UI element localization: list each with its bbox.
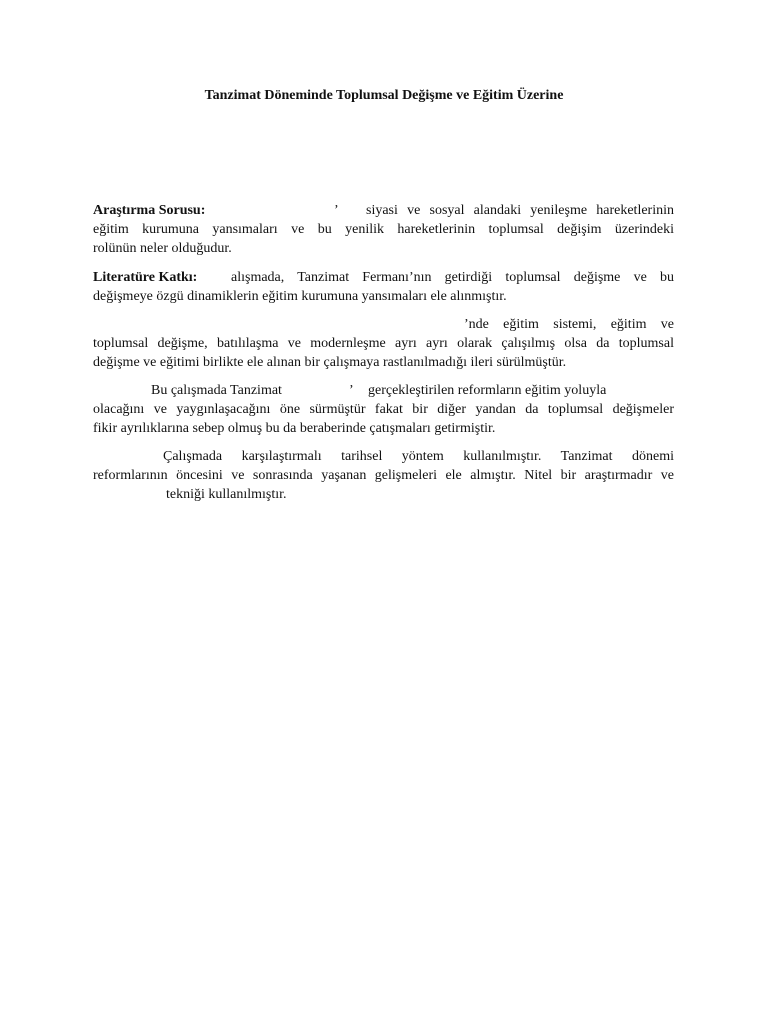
para3-line-1-text: ’nde eğitim sistemi, eğitim ve [464,317,674,332]
literature-line-1 [93,268,674,287]
research-apostrophe: ’ [334,203,339,218]
literature-label: Literatüre Katkı: [93,270,198,285]
para4-line-1-b: gerçekleştirilen reformların eğitim yoluyla [368,383,607,398]
para3-line-3: değişme ve eğitimi birlikte ele alınan bir çalışmaya rastlanılmadığı ileri sürülmüştür. [93,355,567,370]
para3-line-2: toplumsal değişme, batılılaşma ve modernleşme ayrı ayrı olarak çalışılmış olsa da toplumsal [93,336,674,351]
para4-apostrophe: ’ [349,383,354,398]
research-question-line-1 [93,201,674,220]
para4-line-1-a: Bu çalışmada Tanzimat [151,383,282,398]
literature-line-2: değişmeye özgü dinamiklerin eğitim kurumuna yansımaları ele alınmıştır. [93,289,507,304]
literature-line-1-text: alışmada, Tanzimat Fermanı’nın getirdiği toplumsal değişme ve bu [231,270,674,285]
research-question-line-3: rolünün neler olduğudur. [93,241,232,256]
research-line-1-text: siyasi ve sosyal alandaki yenileşme hareketlerinin [366,203,674,218]
para4-line-2: olacağını ve yaygınlaşacağını öne sürmüştür fakat bir diğer yandan da toplumsal değişmeler [93,402,674,417]
para4-line-3: fikir ayrılıklarına sebep olmuş bu da beraberinde çatışmaları getirmiştir. [93,421,496,436]
research-question-line-2: eğitim kurumuna yansımaları ve bu yenilik hareketlerinin toplumsal değişim üzerindeki [93,222,674,237]
research-question-label: Araştırma Sorusu: [93,203,206,218]
para5-line-1-text: Çalışmada karşılaştırmalı tarihsel yöntem kullanılmıştır. Tanzimat dönemi [163,449,674,464]
document-title: Tanzimat Döneminde Toplumsal Değişme ve Eğitim Üzerine [204,88,564,103]
para5-line-3-text: tekniği kullanılmıştır. [166,487,287,502]
para5-line-2: reformlarının öncesini ve sonrasında yaşanan gelişmeleri ele almıştır. Nitel bir araştırmadır ve [93,468,674,483]
